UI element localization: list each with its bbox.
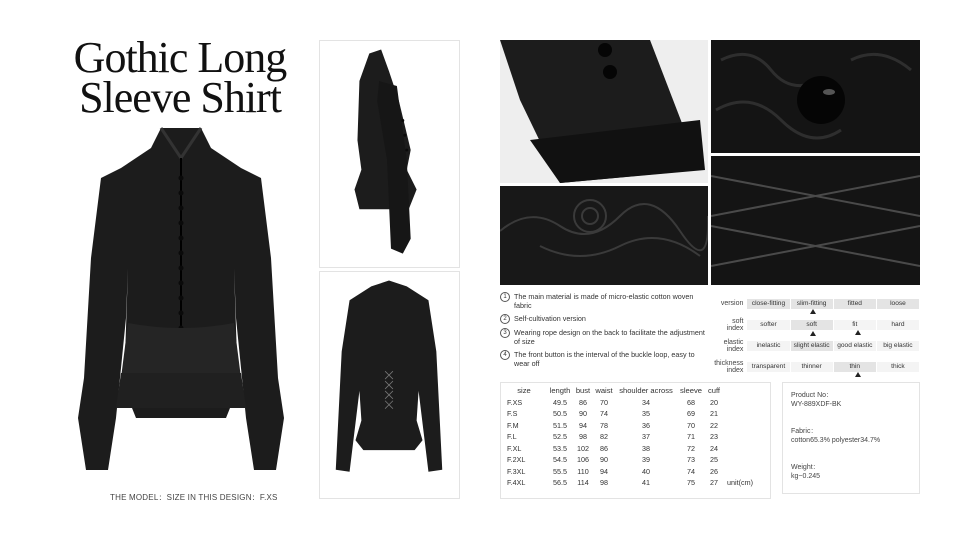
table-cell: 70 bbox=[687, 420, 695, 430]
shirt-front-icon bbox=[66, 118, 296, 480]
table-row bbox=[501, 477, 757, 489]
cuff-detail-photo bbox=[500, 40, 708, 183]
table-row bbox=[501, 408, 757, 420]
table-cell: F.4XL bbox=[507, 478, 526, 488]
table-cell: 110 bbox=[577, 466, 589, 476]
lace-detail-photo bbox=[500, 186, 708, 285]
attribute-option: thick bbox=[877, 362, 919, 372]
table-cell: F.M bbox=[507, 420, 519, 430]
attribute-label: soft index bbox=[726, 317, 744, 332]
table-header-row bbox=[501, 385, 757, 397]
model-size-note: THE MODEL：SIZE IN THIS DESIGN：F.XS bbox=[110, 493, 278, 502]
attribute-option: good elastic bbox=[834, 341, 876, 351]
table-cell: 78 bbox=[600, 420, 608, 430]
feature-text: The front button is the interval of the buckle loop, easy to wear off bbox=[514, 350, 695, 368]
feature-text: Self-cultivation version bbox=[514, 314, 586, 323]
table-cell: 82 bbox=[600, 432, 608, 442]
side-view-photo bbox=[319, 40, 460, 268]
attribute-option: loose bbox=[877, 299, 919, 309]
fabric-value: cotton65.3% polyester34.7% bbox=[791, 437, 881, 444]
table-cell: 86 bbox=[600, 443, 608, 453]
table-cell: F.S bbox=[507, 409, 518, 419]
attribute-option: slight elastic bbox=[791, 341, 833, 351]
table-cell: 69 bbox=[687, 409, 695, 419]
table-cell: 94 bbox=[600, 466, 608, 476]
table-cell: 26 bbox=[710, 466, 718, 476]
feature-text: Wearing rope design on the back to facilitate the adjustment of size bbox=[514, 328, 705, 346]
table-cell: 90 bbox=[600, 455, 608, 465]
title-line-1: Gothic Long bbox=[73, 33, 287, 82]
table-cell: 102 bbox=[577, 443, 589, 453]
attribute-label: version bbox=[720, 300, 744, 307]
attribute-grid bbox=[714, 293, 920, 377]
product-no-value: WY-889XDF-BK bbox=[791, 401, 842, 408]
table-cell: 39 bbox=[642, 455, 650, 465]
table-cell: F.L bbox=[507, 432, 517, 442]
table-cell: 72 bbox=[687, 443, 695, 453]
table-cell: 71 bbox=[687, 432, 695, 442]
table-cell: 55.5 bbox=[553, 466, 567, 476]
feature-text: The main material is made of micro-elastic cotton woven fabric bbox=[514, 292, 694, 310]
attribute-option: thinner bbox=[791, 362, 833, 372]
table-cell: 35 bbox=[642, 409, 650, 419]
table-cell: 27 bbox=[710, 478, 718, 488]
table-cell: 25 bbox=[710, 455, 718, 465]
attribute-row-version bbox=[714, 293, 920, 314]
table-cell: 24 bbox=[710, 443, 718, 453]
table-cell: 41 bbox=[642, 478, 650, 488]
back-view-photo bbox=[319, 271, 460, 499]
table-cell: 75 bbox=[687, 478, 695, 488]
table-cell: 86 bbox=[579, 397, 587, 407]
table-cell: F.XL bbox=[507, 443, 522, 453]
table-cell: 50.5 bbox=[553, 409, 567, 419]
table-cell: 74 bbox=[600, 409, 608, 419]
feature-number: 1 bbox=[500, 292, 510, 302]
table-cell: 23 bbox=[710, 432, 718, 442]
table-cell: 94 bbox=[579, 420, 587, 430]
table-cell: 74 bbox=[687, 466, 695, 476]
attribute-option: transparent bbox=[747, 362, 789, 372]
cuff-buttons-icon bbox=[500, 40, 708, 183]
attribute-option: hard bbox=[877, 320, 919, 330]
table-cell: 22 bbox=[710, 420, 718, 430]
attribute-label: elastic index bbox=[723, 338, 744, 353]
table-cell: 54.5 bbox=[553, 455, 567, 465]
table-row bbox=[501, 397, 757, 409]
feature-item bbox=[500, 292, 708, 310]
attribute-option: close-fitting bbox=[747, 299, 789, 309]
product-no-label: Product No： bbox=[791, 392, 834, 399]
weight-value: kg~0.245 bbox=[791, 473, 820, 480]
table-cell: 53.5 bbox=[553, 443, 567, 453]
attribute-option: inelastic bbox=[747, 341, 789, 351]
attribute-option: soft bbox=[791, 320, 833, 330]
size-table bbox=[501, 385, 757, 489]
table-cell: 106 bbox=[577, 455, 589, 465]
column-header: shoulder across bbox=[619, 386, 673, 396]
unit-label: unit(cm) bbox=[727, 478, 753, 488]
table-cell: 36 bbox=[642, 420, 650, 430]
table-cell: 90 bbox=[579, 409, 587, 419]
column-header: sleeve bbox=[680, 386, 702, 396]
feature-item bbox=[500, 314, 708, 324]
table-row bbox=[501, 466, 757, 478]
table-row bbox=[501, 420, 757, 432]
table-cell: 38 bbox=[642, 443, 650, 453]
table-cell: 20 bbox=[710, 397, 718, 407]
lacing-detail-photo bbox=[711, 156, 920, 285]
attribute-label: thickness index bbox=[714, 359, 744, 374]
table-cell: 68 bbox=[687, 397, 695, 407]
attribute-row-thickness bbox=[714, 356, 920, 377]
selected-marker-icon bbox=[810, 331, 816, 336]
attribute-option: softer bbox=[747, 320, 789, 330]
attribute-row-elastic bbox=[714, 335, 920, 356]
shirt-back-icon bbox=[320, 272, 459, 498]
table-cell: 56.5 bbox=[553, 478, 567, 488]
column-header: size bbox=[517, 386, 531, 396]
size-table-panel bbox=[500, 382, 771, 499]
table-cell: 98 bbox=[600, 478, 608, 488]
table-cell: 52.5 bbox=[553, 432, 567, 442]
table-cell: F.2XL bbox=[507, 455, 526, 465]
lace-trim-icon bbox=[500, 186, 708, 285]
attribute-option: big elastic bbox=[877, 341, 919, 351]
column-header: waist bbox=[595, 386, 613, 396]
fabric-label: Fabric： bbox=[791, 428, 818, 435]
attribute-option: slim-fitting bbox=[791, 299, 833, 309]
button-detail-photo bbox=[711, 40, 920, 153]
table-cell: 21 bbox=[710, 409, 718, 419]
product-title bbox=[60, 33, 300, 122]
attribute-option: thin bbox=[834, 362, 876, 372]
selected-marker-icon bbox=[855, 372, 861, 377]
column-header: bust bbox=[575, 386, 591, 396]
table-cell: 40 bbox=[642, 466, 650, 476]
front-view-photo bbox=[66, 118, 296, 480]
shirt-side-icon bbox=[320, 41, 459, 267]
table-cell: 51.5 bbox=[553, 420, 567, 430]
table-row bbox=[501, 454, 757, 466]
table-cell: F.XS bbox=[507, 397, 523, 407]
feature-number: 4 bbox=[500, 350, 510, 360]
feature-number: 2 bbox=[500, 314, 510, 324]
attribute-option: fitted bbox=[834, 299, 876, 309]
table-row bbox=[501, 443, 757, 455]
attribute-option: fit bbox=[834, 320, 876, 330]
back-lacing-icon bbox=[711, 156, 920, 285]
table-cell: 73 bbox=[687, 455, 695, 465]
table-cell: 98 bbox=[579, 432, 587, 442]
feature-list bbox=[500, 292, 708, 378]
table-cell: 37 bbox=[642, 432, 650, 442]
table-row bbox=[501, 431, 757, 443]
column-header: cuff bbox=[707, 386, 721, 396]
product-info-panel bbox=[782, 382, 920, 494]
table-cell: 34 bbox=[642, 397, 650, 407]
table-cell: 49.5 bbox=[553, 397, 567, 407]
column-header: length bbox=[549, 386, 571, 396]
attribute-row-soft bbox=[714, 314, 920, 335]
table-cell: 114 bbox=[577, 478, 589, 488]
button-closeup-icon bbox=[711, 40, 920, 153]
table-cell: F.3XL bbox=[507, 466, 526, 476]
feature-number: 3 bbox=[500, 328, 510, 338]
table-cell: 70 bbox=[600, 397, 608, 407]
feature-item bbox=[500, 328, 708, 346]
weight-label: Weight： bbox=[791, 464, 820, 471]
title-line-2: Sleeve Shirt bbox=[79, 73, 281, 122]
feature-item bbox=[500, 350, 708, 368]
